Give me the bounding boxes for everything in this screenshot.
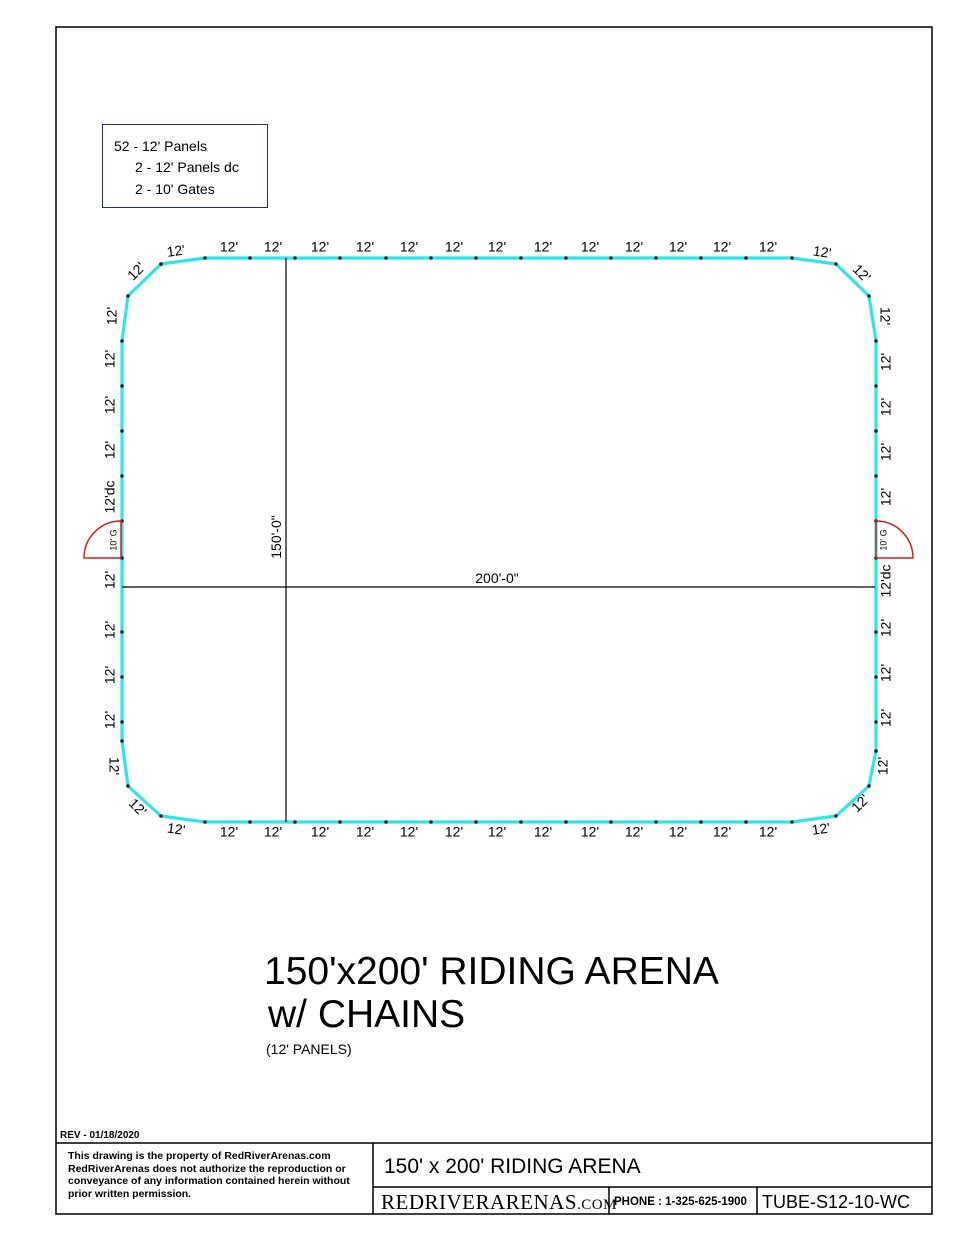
panel-joint: [699, 820, 703, 824]
panel-label-left: 12': [101, 570, 118, 590]
panel-joint: [564, 820, 568, 824]
panel-label-corner: 12': [123, 258, 149, 284]
panel-label-bottom: 12': [712, 823, 732, 840]
panel-joint: [654, 256, 658, 260]
panel-label-right: 12': [877, 397, 894, 417]
panel-joint: [293, 256, 297, 260]
panel-label-corner: 12': [125, 794, 151, 820]
brand-logo: [381, 1190, 617, 1217]
panel-label-right: 12': [877, 487, 894, 507]
panel-joint: [834, 262, 838, 266]
panel-label-bottom: 12': [668, 823, 688, 840]
panel-joint: [384, 256, 388, 260]
panel-joint: [384, 820, 388, 824]
panel-joint: [429, 256, 433, 260]
panel-joint: [867, 294, 871, 298]
panel-joint: [429, 820, 433, 824]
panel-joint: [874, 339, 878, 343]
panel-label-left: 12': [101, 349, 118, 369]
legend-gates: 2 - 10' Gates: [135, 181, 215, 197]
panel-label-top: 12': [355, 238, 375, 255]
legend-panels-dc: 2 - 12' Panels dc: [135, 159, 239, 175]
titleblock-title: 150' x 200' RIDING ARENA: [384, 1155, 641, 1178]
panel-label-bottom: 12': [487, 823, 507, 840]
panel-joint: [744, 256, 748, 260]
panel-joints: [120, 256, 878, 824]
brand-suffix: .COM: [577, 1197, 617, 1213]
panel-joint: [474, 820, 478, 824]
panel-label-corner: 12': [103, 306, 120, 326]
panel-joint: [338, 256, 342, 260]
panel-joint: [120, 675, 124, 679]
panel-joint: [609, 820, 613, 824]
panel-label-bottom: 12': [310, 823, 330, 840]
panel-joint: [654, 820, 658, 824]
panel-joint: [867, 784, 871, 788]
drawing-code: TUBE-S12-10-WC: [762, 1192, 911, 1212]
panel-joint: [474, 256, 478, 260]
panel-joint: [874, 429, 878, 433]
panel-joint: [120, 384, 124, 388]
panel-labels: [102, 239, 894, 840]
panel-label-corner: 12': [106, 756, 123, 776]
panel-label-corner: 12': [847, 790, 873, 816]
panel-joint: [564, 256, 568, 260]
panel-joint: [126, 784, 130, 788]
panel-label-bottom: 12': [444, 823, 464, 840]
width-dimension-label: 200'-0": [475, 570, 519, 586]
panel-label-top: 12': [310, 238, 330, 255]
panel-joint: [834, 814, 838, 818]
panel-joint: [790, 256, 794, 260]
panel-label-left: 12': [101, 440, 118, 460]
gate-left: [84, 521, 121, 558]
panel-label-right: 12': [877, 352, 894, 372]
phone-number: PHONE : 1-325-625-1900: [614, 1196, 747, 1208]
panel-joint: [120, 474, 124, 478]
panel-label-left-dc: 12'dc: [101, 480, 118, 514]
panel-label-corner: 12': [165, 241, 186, 260]
panel-joint: [120, 429, 124, 433]
panel-label-top: 12': [263, 238, 283, 255]
legend-panels: 52 - 12' Panels: [114, 138, 207, 154]
panel-label-top: 12': [533, 238, 553, 255]
panel-joint: [874, 474, 878, 478]
panel-label-top: 12': [444, 238, 464, 255]
revision-date: REV - 01/18/2020: [60, 1130, 140, 1141]
drawing-title: 150'x200' RIDING ARENA: [264, 950, 719, 993]
panel-joint: [203, 256, 207, 260]
panel-joint: [126, 294, 130, 298]
materials-legend: [102, 124, 268, 208]
panel-joint: [248, 256, 252, 260]
gate-right: [876, 521, 913, 558]
drawing-title-line2: w/ CHAINS: [268, 993, 466, 1036]
panel-label-bottom: 12': [533, 823, 553, 840]
height-dimension-label: 150'-0": [268, 515, 284, 559]
panel-joint: [744, 820, 748, 824]
panel-joint: [874, 384, 878, 388]
panel-label-bottom: 12': [355, 823, 375, 840]
panel-joint: [293, 820, 297, 824]
gate-label: 10' G: [878, 529, 889, 551]
panel-label-left: 12': [101, 395, 118, 415]
panel-joint: [609, 256, 613, 260]
panel-label-top: 12': [487, 238, 507, 255]
panel-label-left: 12': [101, 620, 118, 640]
panel-joint: [159, 262, 163, 266]
panel-label-corner: 12': [812, 242, 833, 261]
copyright-notice: This drawing is the property of RedRiverArenas.com RedRiverArenas does not authorize the reproduction or conveyance of any information contained herein without prior written permission.: [68, 1150, 350, 1200]
panel-label-right: 12': [877, 708, 894, 728]
panel-joint: [120, 630, 124, 634]
panel-label-right: 12': [877, 618, 894, 638]
panel-label-bottom: 12': [263, 823, 283, 840]
panel-label-top: 12': [712, 238, 732, 255]
panel-label-bottom: 12': [624, 823, 644, 840]
panel-joint: [120, 339, 124, 343]
drawing-subtitle: (12' PANELS): [266, 1041, 352, 1057]
panel-label-top: 12': [668, 238, 688, 255]
panel-label-top: 12': [399, 238, 419, 255]
panel-label-top: 12': [758, 238, 778, 255]
panel-joint: [159, 814, 163, 818]
panel-joint: [519, 256, 523, 260]
panel-label-top: 12': [580, 238, 600, 255]
panel-joint: [203, 820, 207, 824]
panel-label-corner: 12': [166, 819, 187, 838]
panel-joint: [790, 820, 794, 824]
panel-label-bottom: 12': [399, 823, 419, 840]
panel-joint: [519, 820, 523, 824]
panel-label-bottom: 12': [219, 823, 239, 840]
panel-joint: [248, 820, 252, 824]
panel-label-corner: 12': [849, 260, 875, 286]
panel-joint: [338, 820, 342, 824]
panel-label-bottom: 12': [580, 823, 600, 840]
panel-label-right-dc: 12'dc: [877, 564, 894, 598]
panel-label-corner: 12': [810, 819, 831, 838]
panel-label-top: 12': [219, 238, 239, 255]
brand-name: REDRIVERARENAS: [381, 1190, 578, 1214]
panel-joint: [874, 749, 878, 753]
panel-label-corner: 12': [877, 306, 894, 326]
gate-label: 10' G: [108, 529, 119, 551]
panel-joint: [120, 739, 124, 743]
panel-label-left: 12': [101, 710, 118, 730]
panel-joint: [699, 256, 703, 260]
panel-label-corner: 12': [874, 756, 891, 776]
panel-joint: [120, 720, 124, 724]
panel-label-right: 12': [877, 442, 894, 462]
arena-fence: [122, 258, 876, 822]
panel-label-bottom: 12': [758, 823, 778, 840]
panel-label-right: 12': [877, 663, 894, 683]
panel-label-left: 12': [101, 665, 118, 685]
panel-label-top: 12': [624, 238, 644, 255]
